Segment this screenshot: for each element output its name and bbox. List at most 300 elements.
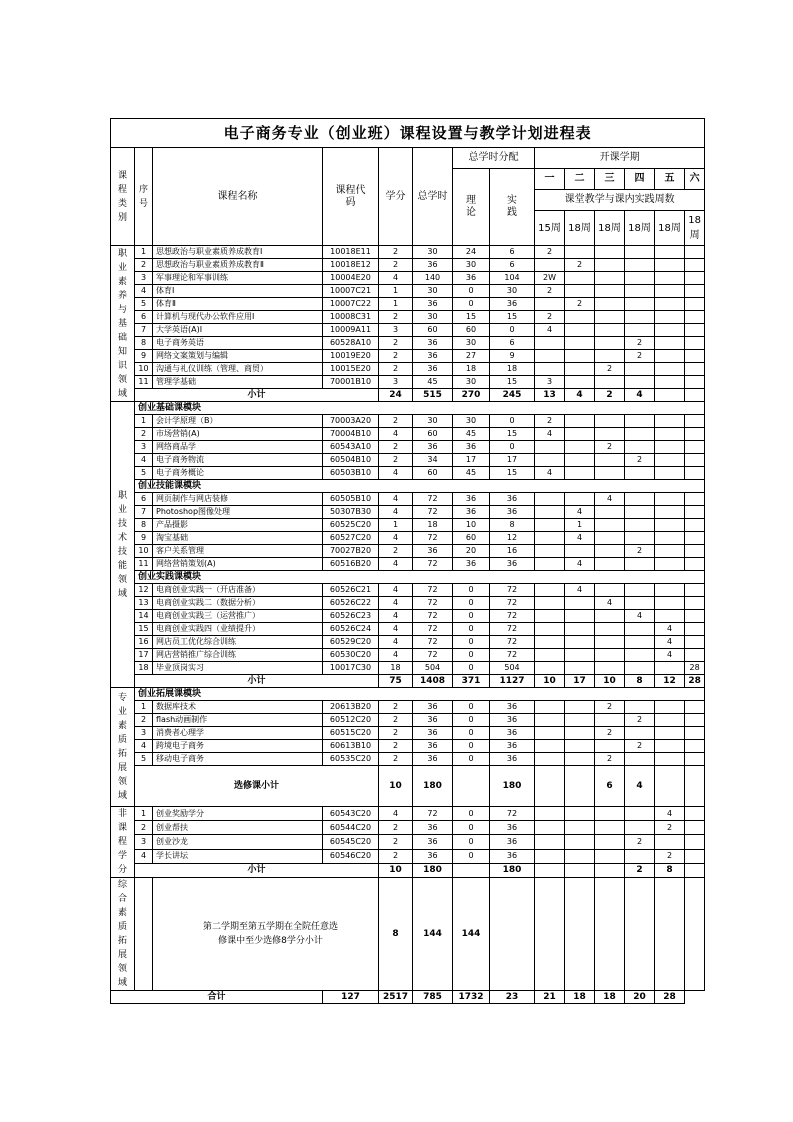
total-hours: 60: [413, 428, 453, 441]
total-hours: 36: [413, 259, 453, 272]
theory-hours: 15: [453, 311, 490, 324]
practice-hours: 0: [490, 415, 535, 428]
total-hours: 18: [413, 519, 453, 532]
semester-3: [595, 259, 625, 272]
semester-6: [685, 298, 705, 311]
semester-2: 4: [565, 558, 595, 571]
semester-1: [535, 532, 565, 545]
course-number: 15: [135, 623, 153, 636]
semester-2: [565, 849, 595, 863]
table-row: [111, 878, 705, 991]
course-number: 5: [135, 298, 153, 311]
category-vocational-foundation: 职业素养与基础知识领域: [111, 246, 135, 402]
semester-2: 1: [565, 519, 595, 532]
semester-1: 4: [535, 428, 565, 441]
semester-4: [625, 441, 655, 454]
course-number: 6: [135, 493, 153, 506]
course-name: 思想政治与职业素质养成教育Ⅰ: [153, 246, 323, 259]
semester-5: [655, 337, 685, 350]
course-name: 电商创业实践一（开店准备）: [153, 584, 323, 597]
course-name: 体育Ⅱ: [153, 298, 323, 311]
subtotal-semester-5: [655, 766, 685, 807]
semester-1: [535, 363, 565, 376]
semester-4: [625, 324, 655, 337]
subtotal-credit: 10: [379, 766, 413, 807]
total-hours: 36: [413, 727, 453, 740]
subtotal-semester-3: 2: [595, 389, 625, 402]
semester-5: [655, 532, 685, 545]
semester-3: [595, 506, 625, 519]
course-code: 70001B10: [323, 376, 379, 389]
course-name: Photoshop图像处理: [153, 506, 323, 519]
credit: 4: [379, 610, 413, 623]
course-code: 60613B10: [323, 740, 379, 753]
semester-1: [535, 740, 565, 753]
semester-5: [655, 558, 685, 571]
semester-6: [685, 337, 705, 350]
credit: 2: [379, 350, 413, 363]
semester-6: [685, 610, 705, 623]
credit: 4: [379, 807, 413, 821]
total-hours: 36: [413, 350, 453, 363]
semester-6: [685, 272, 705, 285]
semester-5: [655, 376, 685, 389]
course-code: 60525C20: [323, 519, 379, 532]
semester-6: [685, 428, 705, 441]
semester-5: 4: [655, 807, 685, 821]
semester-3: [595, 636, 625, 649]
credit: 2: [379, 454, 413, 467]
course-code: 60528A10: [323, 337, 379, 350]
semester-6: [685, 519, 705, 532]
subtotal-semester-6: 28: [685, 675, 705, 688]
semester-2: [565, 337, 595, 350]
practice-hours: 36: [490, 740, 535, 753]
semester-4-header: 四: [625, 169, 655, 190]
semester-5: [655, 740, 685, 753]
total-hours: 72: [413, 597, 453, 610]
semester-4: [625, 246, 655, 259]
weeks-6: 18周: [685, 211, 705, 246]
semester-6: [685, 441, 705, 454]
credit: 4: [379, 506, 413, 519]
course-code: 10018E11: [323, 246, 379, 259]
total-hours: 36: [413, 701, 453, 714]
blank-cell: [135, 878, 153, 991]
theory-hours: 0: [453, 727, 490, 740]
course-name: 网络商品学: [153, 441, 323, 454]
practice-hours: 36: [490, 849, 535, 863]
semester-4: [625, 285, 655, 298]
practice-hours: 6: [490, 337, 535, 350]
course-number: 5: [135, 467, 153, 480]
credit: 4: [379, 467, 413, 480]
semester-3: [595, 376, 625, 389]
semester-5: [655, 753, 685, 766]
semester-2: [565, 753, 595, 766]
subtotal-semester-5: 20: [625, 991, 655, 1004]
practice-hours: 8: [490, 519, 535, 532]
course-code: 60543C20: [323, 807, 379, 821]
table-row: [111, 610, 705, 623]
subtotal-credit: 24: [379, 389, 413, 402]
course-code: 10019E20: [323, 350, 379, 363]
total-hours: 30: [413, 311, 453, 324]
semester-4: 2: [625, 545, 655, 558]
total-hours: 140: [413, 272, 453, 285]
course-code: 60543A10: [323, 441, 379, 454]
subtotal-total-hours: 180: [413, 863, 453, 877]
theory-hours: 0: [453, 821, 490, 835]
subtotal-credit: 75: [379, 675, 413, 688]
theory-hours: 20: [453, 545, 490, 558]
total-hours: 60: [413, 467, 453, 480]
semester-4: [625, 753, 655, 766]
table-row: [111, 272, 705, 285]
course-code: 70004B10: [323, 428, 379, 441]
subtotal-semester-5: 8: [655, 863, 685, 877]
table-row: [111, 532, 705, 545]
subtotal-semester-3: [595, 863, 625, 877]
semester-6: [685, 246, 705, 259]
semester-4: [625, 623, 655, 636]
practice-hours: 12: [490, 532, 535, 545]
module-title: 创业技能课模块: [135, 480, 705, 493]
course-number: 4: [135, 849, 153, 863]
credit: 2: [379, 701, 413, 714]
theory-hours: 0: [453, 610, 490, 623]
subtotal-label: 小计: [135, 675, 379, 688]
semester-3: [595, 558, 625, 571]
course-number: 9: [135, 350, 153, 363]
theory-hours: 30: [453, 337, 490, 350]
theory-hours: 0: [453, 740, 490, 753]
table-row: [111, 467, 705, 480]
credit: 18: [379, 662, 413, 675]
course-number: 16: [135, 636, 153, 649]
table-row: [111, 571, 705, 584]
semester-1: [535, 623, 565, 636]
table-row: [111, 584, 705, 597]
semester-6: [685, 467, 705, 480]
theory-hours: 0: [453, 807, 490, 821]
semester-2: 4: [565, 506, 595, 519]
credit: 4: [379, 428, 413, 441]
course-code: 70003A20: [323, 415, 379, 428]
table-row: [111, 821, 705, 835]
semester-6: [685, 753, 705, 766]
semester-6: [685, 532, 705, 545]
course-name: 移动电子商务: [153, 753, 323, 766]
practice-hours: 6: [490, 259, 535, 272]
credit: 3: [379, 324, 413, 337]
practice-hours: 36: [490, 714, 535, 727]
semester-4: [625, 363, 655, 376]
total-hours: 144: [413, 878, 453, 991]
total-hours: 72: [413, 649, 453, 662]
course-number: 2: [135, 821, 153, 835]
subtotal-semester-3: 10: [595, 675, 625, 688]
subtotal-label: 小计: [135, 863, 379, 877]
total-hours: 45: [413, 376, 453, 389]
semester-6: [685, 727, 705, 740]
practice-hours: 15: [490, 428, 535, 441]
semester-4: [625, 727, 655, 740]
semester-1: [535, 636, 565, 649]
semester-2: [565, 285, 595, 298]
table-row: [111, 285, 705, 298]
total-hours: 34: [413, 454, 453, 467]
semester-4: [625, 649, 655, 662]
theory-hours: 0: [453, 298, 490, 311]
course-number: 1: [135, 807, 153, 821]
semester-1: [535, 662, 565, 675]
course-code: 10009A11: [323, 324, 379, 337]
header-course-code: 课程代码: [323, 148, 379, 246]
practice-hours: 104: [490, 272, 535, 285]
course-code: 10018E12: [323, 259, 379, 272]
theory-hours: 0: [453, 835, 490, 849]
theory-hours: 18: [453, 363, 490, 376]
semester-2: [565, 597, 595, 610]
semester-1: [535, 337, 565, 350]
course-name: 军事理论和军事训练: [153, 272, 323, 285]
semester-1: 2: [535, 415, 565, 428]
credit: 4: [379, 649, 413, 662]
header-theory: 理论: [453, 169, 490, 246]
semester-1: [535, 441, 565, 454]
course-number: 11: [135, 558, 153, 571]
course-name: 管理学基础: [153, 376, 323, 389]
header-semesters: 开课学期: [535, 148, 705, 169]
course-name: 电子商务概论: [153, 467, 323, 480]
semester-5: [655, 454, 685, 467]
subtotal-semester-4: 18: [595, 991, 625, 1004]
semester-5: [655, 428, 685, 441]
semester-6: [685, 350, 705, 363]
credit: 2: [379, 415, 413, 428]
course-name: 计算机与现代办公软件应用Ⅰ: [153, 311, 323, 324]
course-number: 17: [135, 649, 153, 662]
credit: 2: [379, 821, 413, 835]
credit: 4: [379, 623, 413, 636]
practice-hours: 72: [490, 610, 535, 623]
theory-hours: 0: [453, 623, 490, 636]
semester-1: [535, 597, 565, 610]
semester-4: [625, 298, 655, 311]
header-credit: 学分: [379, 148, 413, 246]
subtotal-label: 小计: [135, 389, 379, 402]
semester-1: [535, 454, 565, 467]
semester-6: [685, 376, 705, 389]
semester-6: [685, 584, 705, 597]
table-row: [111, 863, 705, 877]
semester-3: [595, 714, 625, 727]
course-code: 60545C20: [323, 835, 379, 849]
semester-1: [535, 714, 565, 727]
semester-5: [655, 298, 685, 311]
credit: 2: [379, 311, 413, 324]
practice-hours: 6: [490, 246, 535, 259]
blank-cell: [535, 878, 565, 991]
table-row: [111, 740, 705, 753]
course-code: 10007C22: [323, 298, 379, 311]
subtotal-total-hours: 2517: [379, 991, 413, 1004]
practice-hours: 72: [490, 584, 535, 597]
course-code: 60515C20: [323, 727, 379, 740]
semester-5: 2: [655, 821, 685, 835]
semester-5: 2: [655, 849, 685, 863]
course-code: 10007C21: [323, 285, 379, 298]
semester-2: [565, 662, 595, 675]
course-name: 思想政治与职业素质养成教育Ⅱ: [153, 259, 323, 272]
subtotal-theory-hours: 785: [413, 991, 453, 1004]
semester-6-header: 六: [685, 169, 705, 190]
semester-2: [565, 714, 595, 727]
course-name: 市场营销(A): [153, 428, 323, 441]
semester-4: 2: [625, 740, 655, 753]
course-code: 70027B20: [323, 545, 379, 558]
semester-1: [535, 727, 565, 740]
practice-hours: 15: [490, 467, 535, 480]
semester-3: [595, 610, 625, 623]
semester-3: [595, 350, 625, 363]
course-code: 10015E20: [323, 363, 379, 376]
theory-hours: 60: [453, 532, 490, 545]
course-name: 网页制作与网店装修: [153, 493, 323, 506]
course-number: 7: [135, 324, 153, 337]
semester-5: [655, 584, 685, 597]
category-non-course-credits: 非课程学分: [111, 807, 135, 878]
semester-5: [655, 441, 685, 454]
semester-2: 4: [565, 532, 595, 545]
blank-cell: [685, 878, 705, 991]
course-code: 20613B20: [323, 701, 379, 714]
credit: 2: [379, 849, 413, 863]
semester-2: [565, 610, 595, 623]
semester-5: [655, 311, 685, 324]
course-number: 2: [135, 428, 153, 441]
semester-5: [655, 363, 685, 376]
table-row: [111, 849, 705, 863]
table-row: [111, 753, 705, 766]
total-hours: 504: [413, 662, 453, 675]
course-number: 11: [135, 376, 153, 389]
semester-6: [685, 454, 705, 467]
total-hours: 72: [413, 493, 453, 506]
course-number: 3: [135, 272, 153, 285]
theory-hours: 0: [453, 714, 490, 727]
subtotal-semester-4: 2: [625, 863, 655, 877]
credit: 8: [379, 878, 413, 991]
semester-1: 2: [535, 311, 565, 324]
semester-5: [655, 519, 685, 532]
course-number: 9: [135, 532, 153, 545]
course-name: 电商创业实践二（数据分析）: [153, 597, 323, 610]
subtotal-semester-1: 23: [490, 991, 535, 1004]
semester-2: [565, 740, 595, 753]
semester-1: [535, 558, 565, 571]
semester-1: 2: [535, 285, 565, 298]
semester-1: [535, 753, 565, 766]
semester-6: [685, 623, 705, 636]
practice-hours: 15: [490, 376, 535, 389]
blank-cell: [490, 878, 535, 991]
semester-6: [685, 324, 705, 337]
semester-1: 2: [535, 246, 565, 259]
total-hours: 72: [413, 506, 453, 519]
weeks-1: 15周: [535, 211, 565, 246]
header-hours-split: 总学时分配: [453, 148, 535, 169]
table-row: [111, 688, 705, 701]
semester-4: [625, 807, 655, 821]
table-row: [111, 649, 705, 662]
semester-4: [625, 506, 655, 519]
semester-4: [625, 428, 655, 441]
total-hours: 36: [413, 821, 453, 835]
subtotal-semester-3: 6: [595, 766, 625, 807]
course-code: 60546C20: [323, 849, 379, 863]
subtotal-semester-1: [535, 863, 565, 877]
semester-3: [595, 415, 625, 428]
semester-3: [595, 311, 625, 324]
subtotal-theory-hours: 371: [453, 675, 490, 688]
semester-3: [595, 835, 625, 849]
semester-6: [685, 636, 705, 649]
semester-5: [655, 467, 685, 480]
semester-1: [535, 584, 565, 597]
practice-hours: 36: [490, 821, 535, 835]
subtotal-practice-hours: 1732: [453, 991, 490, 1004]
semester-2: [565, 649, 595, 662]
blank-cell: [595, 878, 625, 991]
subtotal-semester-2: 17: [565, 675, 595, 688]
semester-3: [595, 337, 625, 350]
semester-4: [625, 272, 655, 285]
course-name: flash动画制作: [153, 714, 323, 727]
theory-hours: 36: [453, 493, 490, 506]
subtotal-theory-hours: [453, 766, 490, 807]
course-name: 会计学原理（B）: [153, 415, 323, 428]
subtotal-semester-2: 21: [535, 991, 565, 1004]
total-hours: 30: [413, 415, 453, 428]
course-name: 淘宝基础: [153, 532, 323, 545]
course-name: 电商创业实践三（运营推广）: [153, 610, 323, 623]
weeks-3: 18周: [595, 211, 625, 246]
semester-2: [565, 807, 595, 821]
semester-1: [535, 701, 565, 714]
table-row: [111, 714, 705, 727]
semester-6: [685, 597, 705, 610]
semester-6: [685, 649, 705, 662]
semester-1: [535, 298, 565, 311]
subtotal-practice-hours: 180: [490, 766, 535, 807]
course-code: 60526C23: [323, 610, 379, 623]
semester-4: [625, 821, 655, 835]
semester-4: [625, 467, 655, 480]
course-number: 1: [135, 415, 153, 428]
table-row: [111, 662, 705, 675]
semester-4: [625, 493, 655, 506]
practice-hours: 36: [490, 493, 535, 506]
semester-5: [655, 714, 685, 727]
semester-3: [595, 519, 625, 532]
theory-hours: 30: [453, 259, 490, 272]
total-hours: 30: [413, 246, 453, 259]
theory-hours: 0: [453, 849, 490, 863]
credit: 1: [379, 298, 413, 311]
course-name: 网络营销策划(A): [153, 558, 323, 571]
